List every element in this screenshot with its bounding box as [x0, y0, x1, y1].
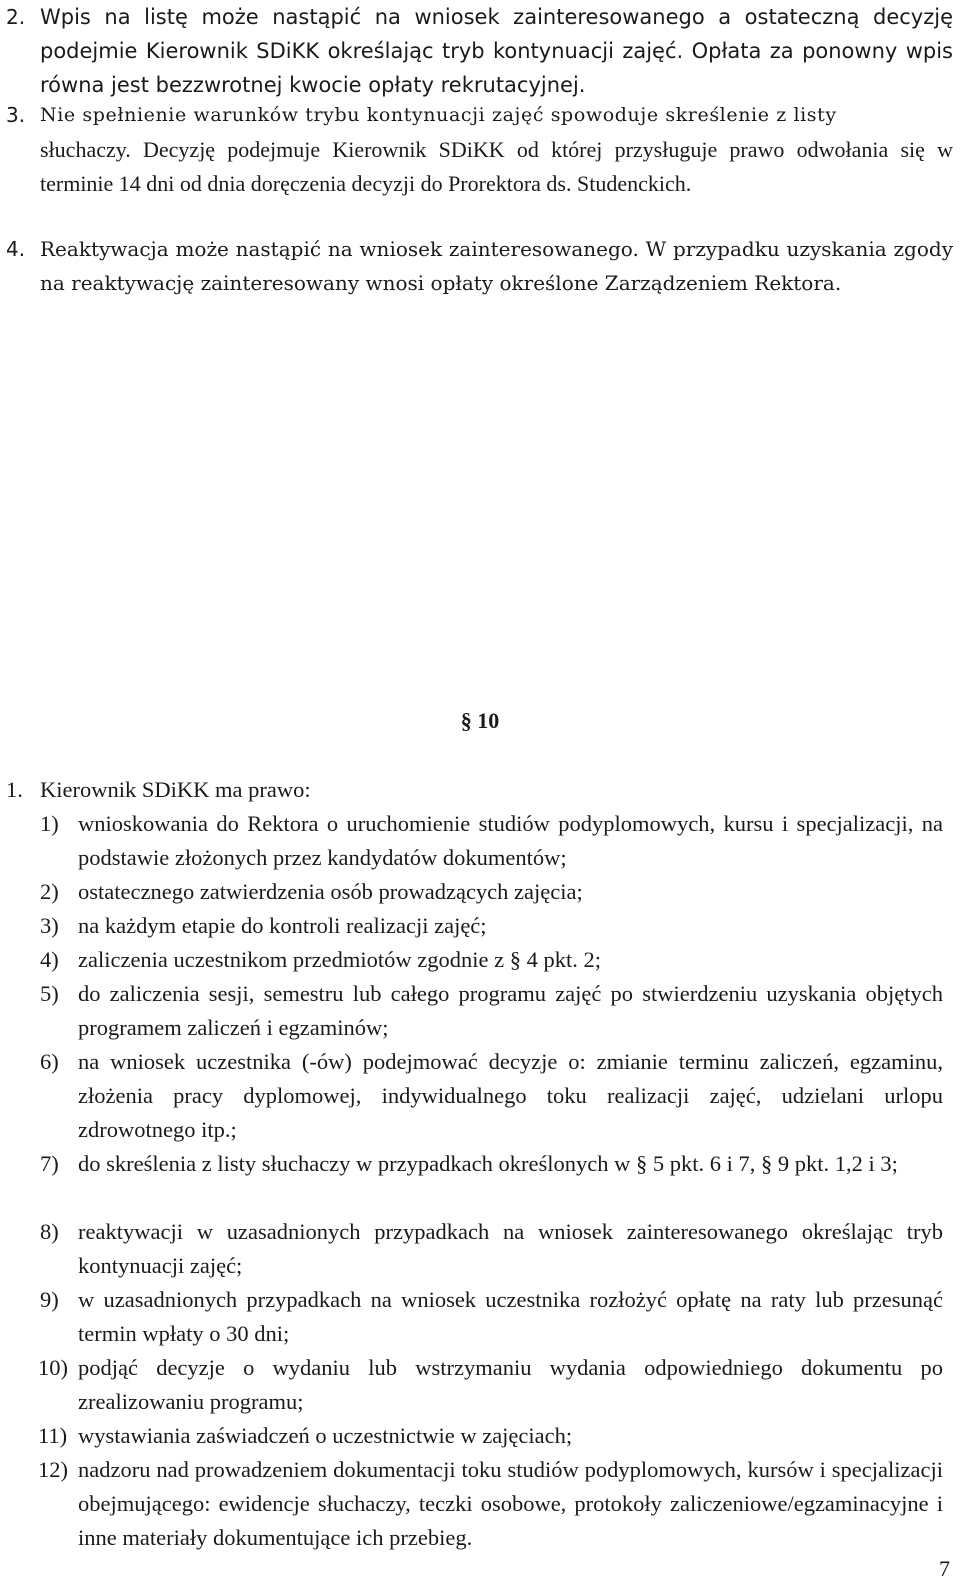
item-text: słuchaczy. Decyzję podejmuje Kierownik SDiKK od której przysługuje prawo odwołania się w terminie 14 dni od dnia doręczenia decyzji do Prorektora ds. Studenckich.	[40, 137, 953, 196]
sub-item-text: w uzasadnionych przypadkach na wniosek uczestnika rozłożyć opłatę na raty lub przesunąć termin wpłaty o 30 dni;	[78, 1287, 943, 1346]
sub-item-number: 12)	[38, 1457, 68, 1482]
paragraph-text: Kierownik SDiKK ma prawo:	[40, 777, 311, 802]
sub-item-text: ostatecznego zatwierdzenia osób prowadzących zajęcia;	[78, 879, 583, 904]
sub-item-number: 4)	[40, 947, 59, 972]
item-text: Reaktywacja może nastąpić na wniosek zainteresowanego. W przypadku uzyskania zgody na reaktywację zainteresowany wnosi opłaty określone Zarządzeniem Rektora.	[40, 237, 953, 295]
sub-item-text: zaliczenia uczestnikom przedmiotów zgodnie z § 4 pkt. 2;	[78, 947, 601, 972]
sub-item-number: 3)	[40, 913, 59, 938]
sub-item-number: 2)	[40, 879, 59, 904]
sub-item-text: do skreślenia z listy słuchaczy w przypadkach określonych w § 5 pkt. 6 i 7, § 9 pkt. 1,2 i 3;	[78, 1151, 898, 1176]
sub-item-number: 7)	[40, 1151, 59, 1176]
item-number: 2.	[6, 5, 26, 29]
sub-item-number: 9)	[40, 1287, 59, 1312]
sub-item-text: na każdym etapie do kontroli realizacji zajęć;	[78, 913, 487, 938]
sub-item-number: 10)	[38, 1355, 68, 1380]
item-text: Nie spełnienie warunków trybu kontynuacji zajęć spowoduje skreślenie z listy	[40, 104, 837, 126]
sub-item-text: na wniosek uczestnika (-ów) podejmować decyzje o: zmianie terminu zaliczeń, egzaminu, złożenia pracy dyplomowej, indywidualnego toku realizacji zajęć, udzielani urlopu zdrowotnego itp.;	[78, 1049, 943, 1142]
item-text: Wpis na listę może nastąpić na wniosek zainteresowanego a ostateczną decyzję podejmie Kierownik SDiKK określając tryb kontynuacji zajęć. Opłata za ponowny wpis równa jest bezzwrotnej kwocie opłaty rekrutacyjnej.	[40, 5, 953, 97]
item-number: 3.	[6, 103, 26, 127]
sub-item-text: nadzoru nad prowadzeniem dokumentacji toku studiów podyplomowych, kursów i specjalizacji obejmującego: ewidencje słuchaczy, teczki osobowe, protokoły zaliczeniowe/egzaminacyjne i inne materiały dokumentujące ich przebieg.	[78, 1457, 943, 1550]
sub-item-text: wnioskowania do Rektora o uruchomienie studiów podyplomowych, kursu i specjalizacji, na podstawie złożonych przez kandydatów dokumentów;	[78, 811, 943, 870]
sub-item-number: 11)	[38, 1423, 68, 1448]
page-number: 7	[939, 1556, 950, 1581]
paragraph-number: 1.	[6, 777, 23, 802]
section-heading: § 10	[460, 708, 500, 733]
item-number: 4.	[6, 237, 26, 261]
sub-item-number: 5)	[40, 981, 59, 1006]
sub-item-text: wystawiania zaświadczeń o uczestnictwie w zajęciach;	[78, 1423, 573, 1448]
sub-item-number: 6)	[40, 1049, 59, 1074]
sub-item-number: 8)	[40, 1219, 59, 1244]
sub-item-number: 1)	[40, 811, 59, 836]
sub-item-text: do zaliczenia sesji, semestru lub całego programu zajęć po stwierdzeniu uzyskania objętych programem zaliczeń i egzaminów;	[78, 981, 943, 1040]
sub-item-text: podjąć decyzje o wydaniu lub wstrzymaniu wydania odpowiedniego dokumentu po zrealizowaniu programu;	[78, 1355, 943, 1414]
sub-item-text: reaktywacji w uzasadnionych przypadkach na wniosek zainteresowanego określając tryb kontynuacji zajęć;	[78, 1219, 943, 1278]
